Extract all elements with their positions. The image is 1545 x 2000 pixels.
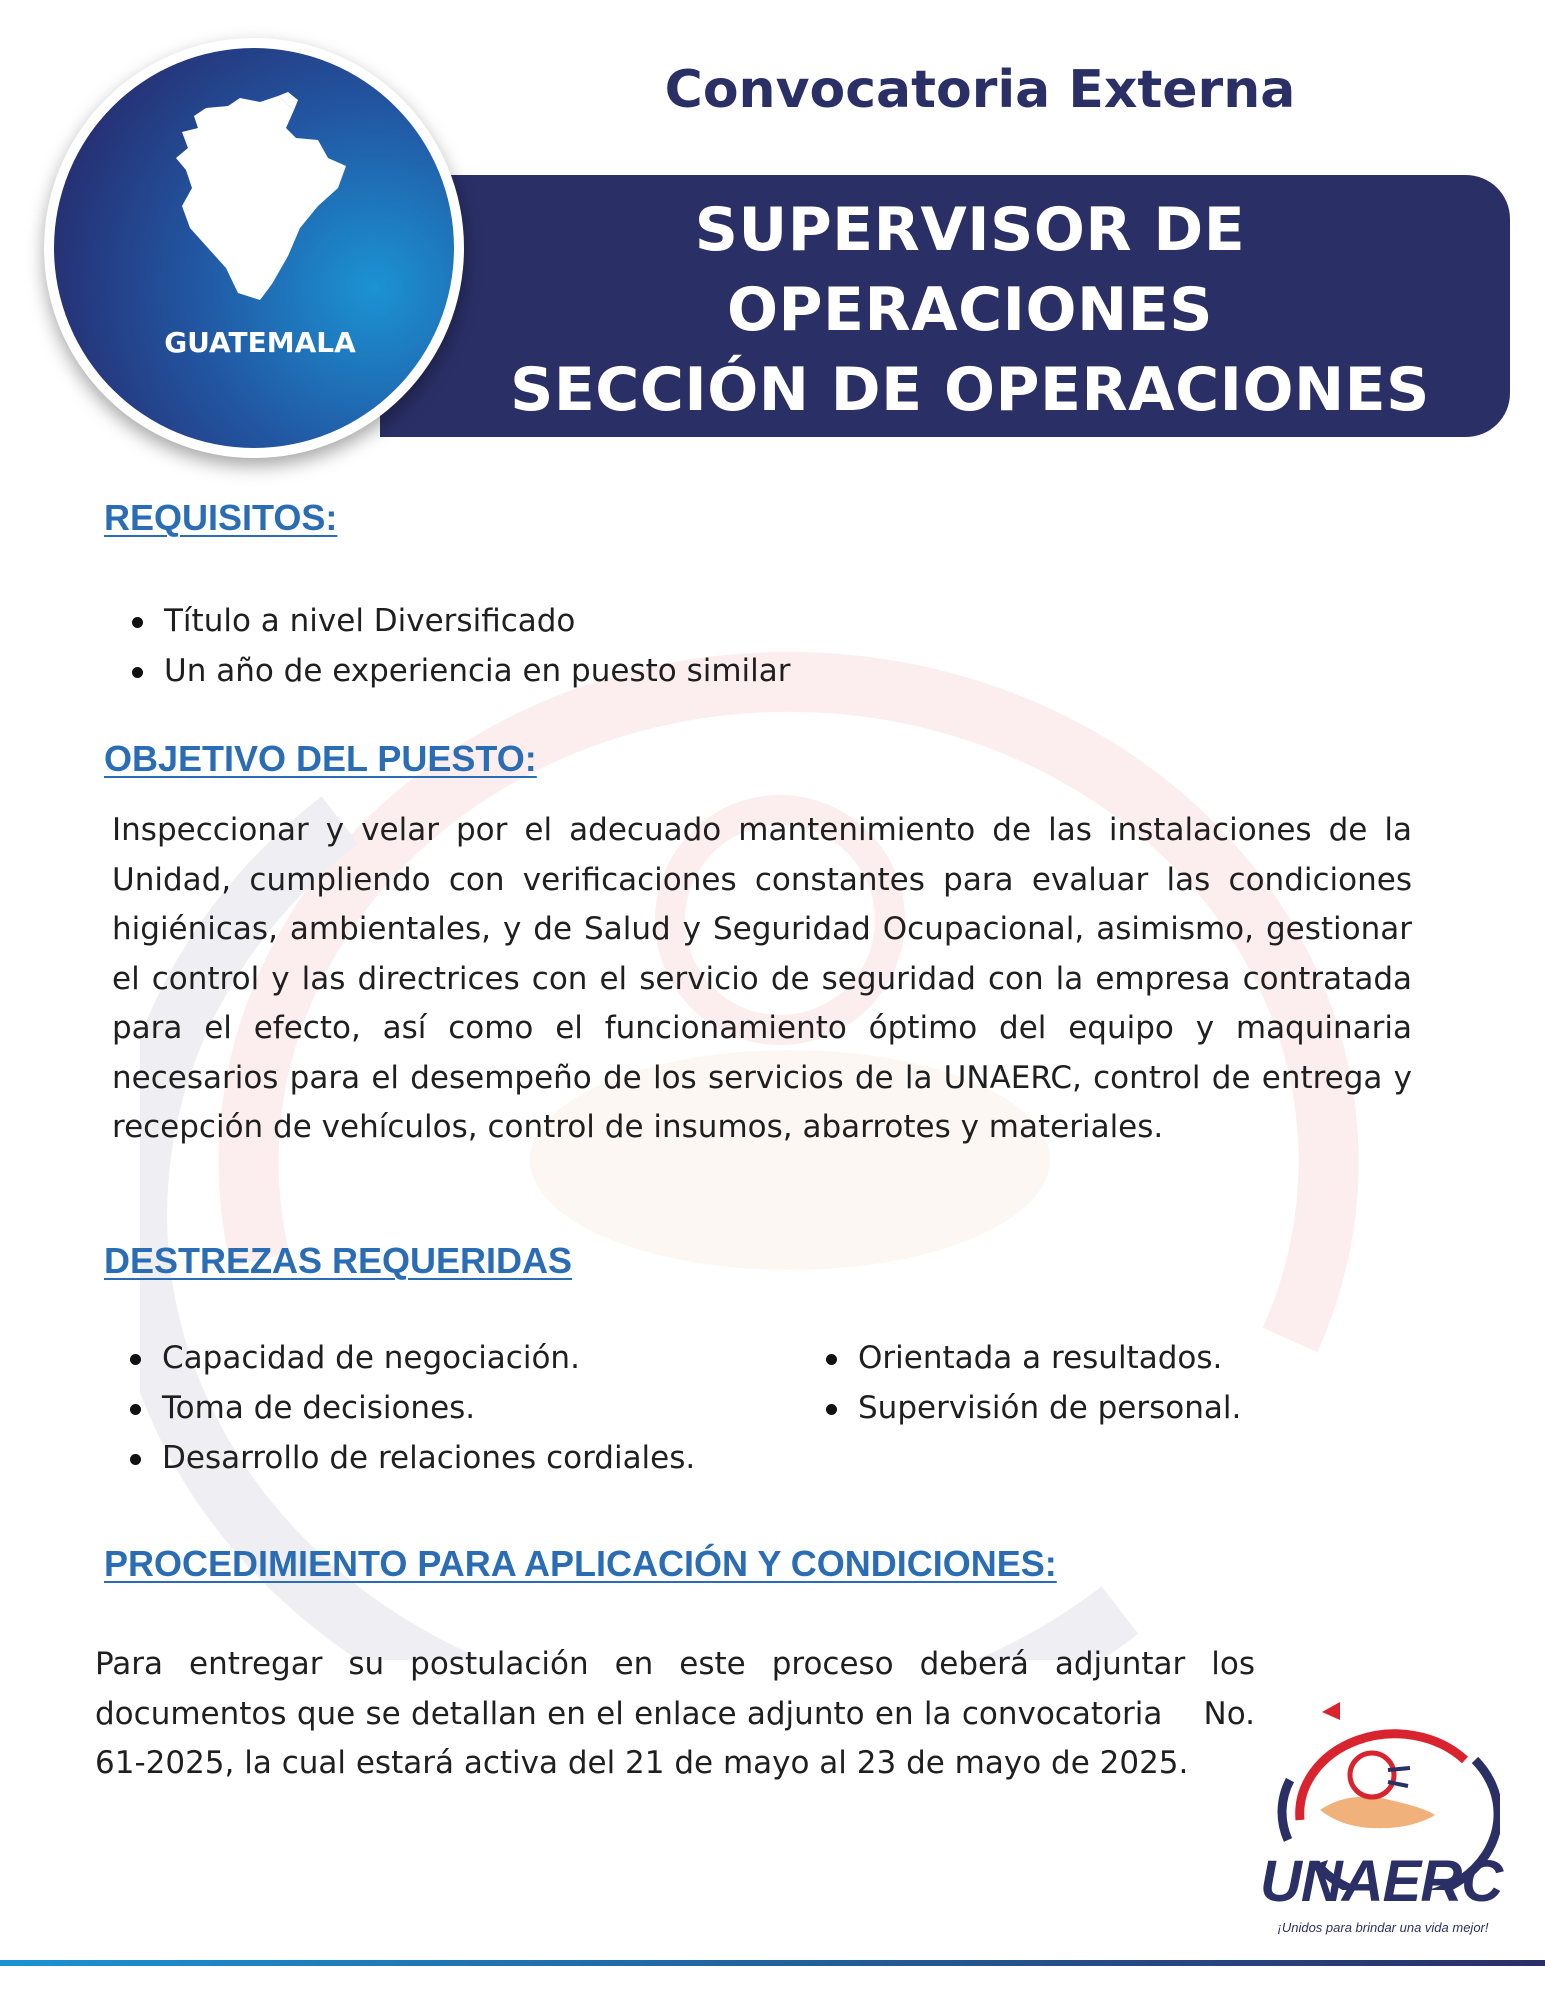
- requisitos-heading: REQUISITOS:: [104, 497, 338, 538]
- list-item: Desarrollo de relaciones cordiales.: [126, 1433, 695, 1483]
- list-item: Orientada a resultados.: [822, 1333, 1241, 1383]
- country-label: GUATEMALA: [164, 326, 356, 359]
- procedimiento-heading: PROCEDIMIENTO PARA APLICACIÓN Y CONDICIONES:: [104, 1543, 1057, 1584]
- guatemala-map-icon: [168, 88, 368, 308]
- destrezas-heading: DESTREZAS REQUERIDAS: [104, 1240, 573, 1281]
- list-item: Capacidad de negociación.: [126, 1333, 695, 1383]
- footer-divider: [0, 1960, 1545, 1966]
- list-item: Supervisión de personal.: [822, 1383, 1241, 1433]
- position-title-line-3: SECCIÓN DE OPERACIONES: [510, 355, 1430, 425]
- position-title: [500, 190, 1440, 430]
- list-item: Un año de experiencia en puesto similar: [128, 646, 791, 696]
- objetivo-heading: OBJETIVO DEL PUESTO:: [104, 738, 537, 779]
- list-item: Toma de decisiones.: [126, 1383, 695, 1433]
- page-title: Convocatoria Externa: [664, 60, 1296, 120]
- position-title-line-1: SUPERVISOR DE: [694, 195, 1246, 265]
- list-item: Título a nivel Diversificado: [128, 596, 791, 646]
- destrezas-list-left: [126, 1333, 695, 1483]
- position-title-line-2: OPERACIONES: [727, 275, 1213, 345]
- procedimiento-text: Para entregar su postulación en este proceso deberá adjuntar los documentos que se detallan en el enlace adjunto en la convocatoria No. 61-2025, la cual estará activa del 21 de mayo al 23 de mayo de 2025.: [95, 1646, 1265, 1781]
- objetivo-text: Inspeccionar y velar por el adecuado mantenimiento de las instalaciones de la Unidad, cumpliendo con verificaciones constantes para evaluar las condiciones higiénicas, ambientales, y de Salud y Seguridad Ocupacional, asimismo, gestionar el control y las directrices con el servicio de seguridad con la empresa contratada para el efecto, así como el funcionamiento óptimo del equipo y maquinaria necesarios para el desempeño de los servicios de la UNAERC, control de entrega y recepción de vehículos, control de insumos, abarrotes y materiales.: [112, 812, 1412, 1145]
- requisitos-list: [128, 596, 791, 696]
- logo-tagline: ¡Unidos para brindar una vida mejor!: [1277, 1920, 1489, 1935]
- logo-wordmark: UNAERC: [1260, 1849, 1503, 1914]
- unaerc-logo: [1260, 1690, 1503, 1990]
- destrezas-list-right: [822, 1333, 1241, 1433]
